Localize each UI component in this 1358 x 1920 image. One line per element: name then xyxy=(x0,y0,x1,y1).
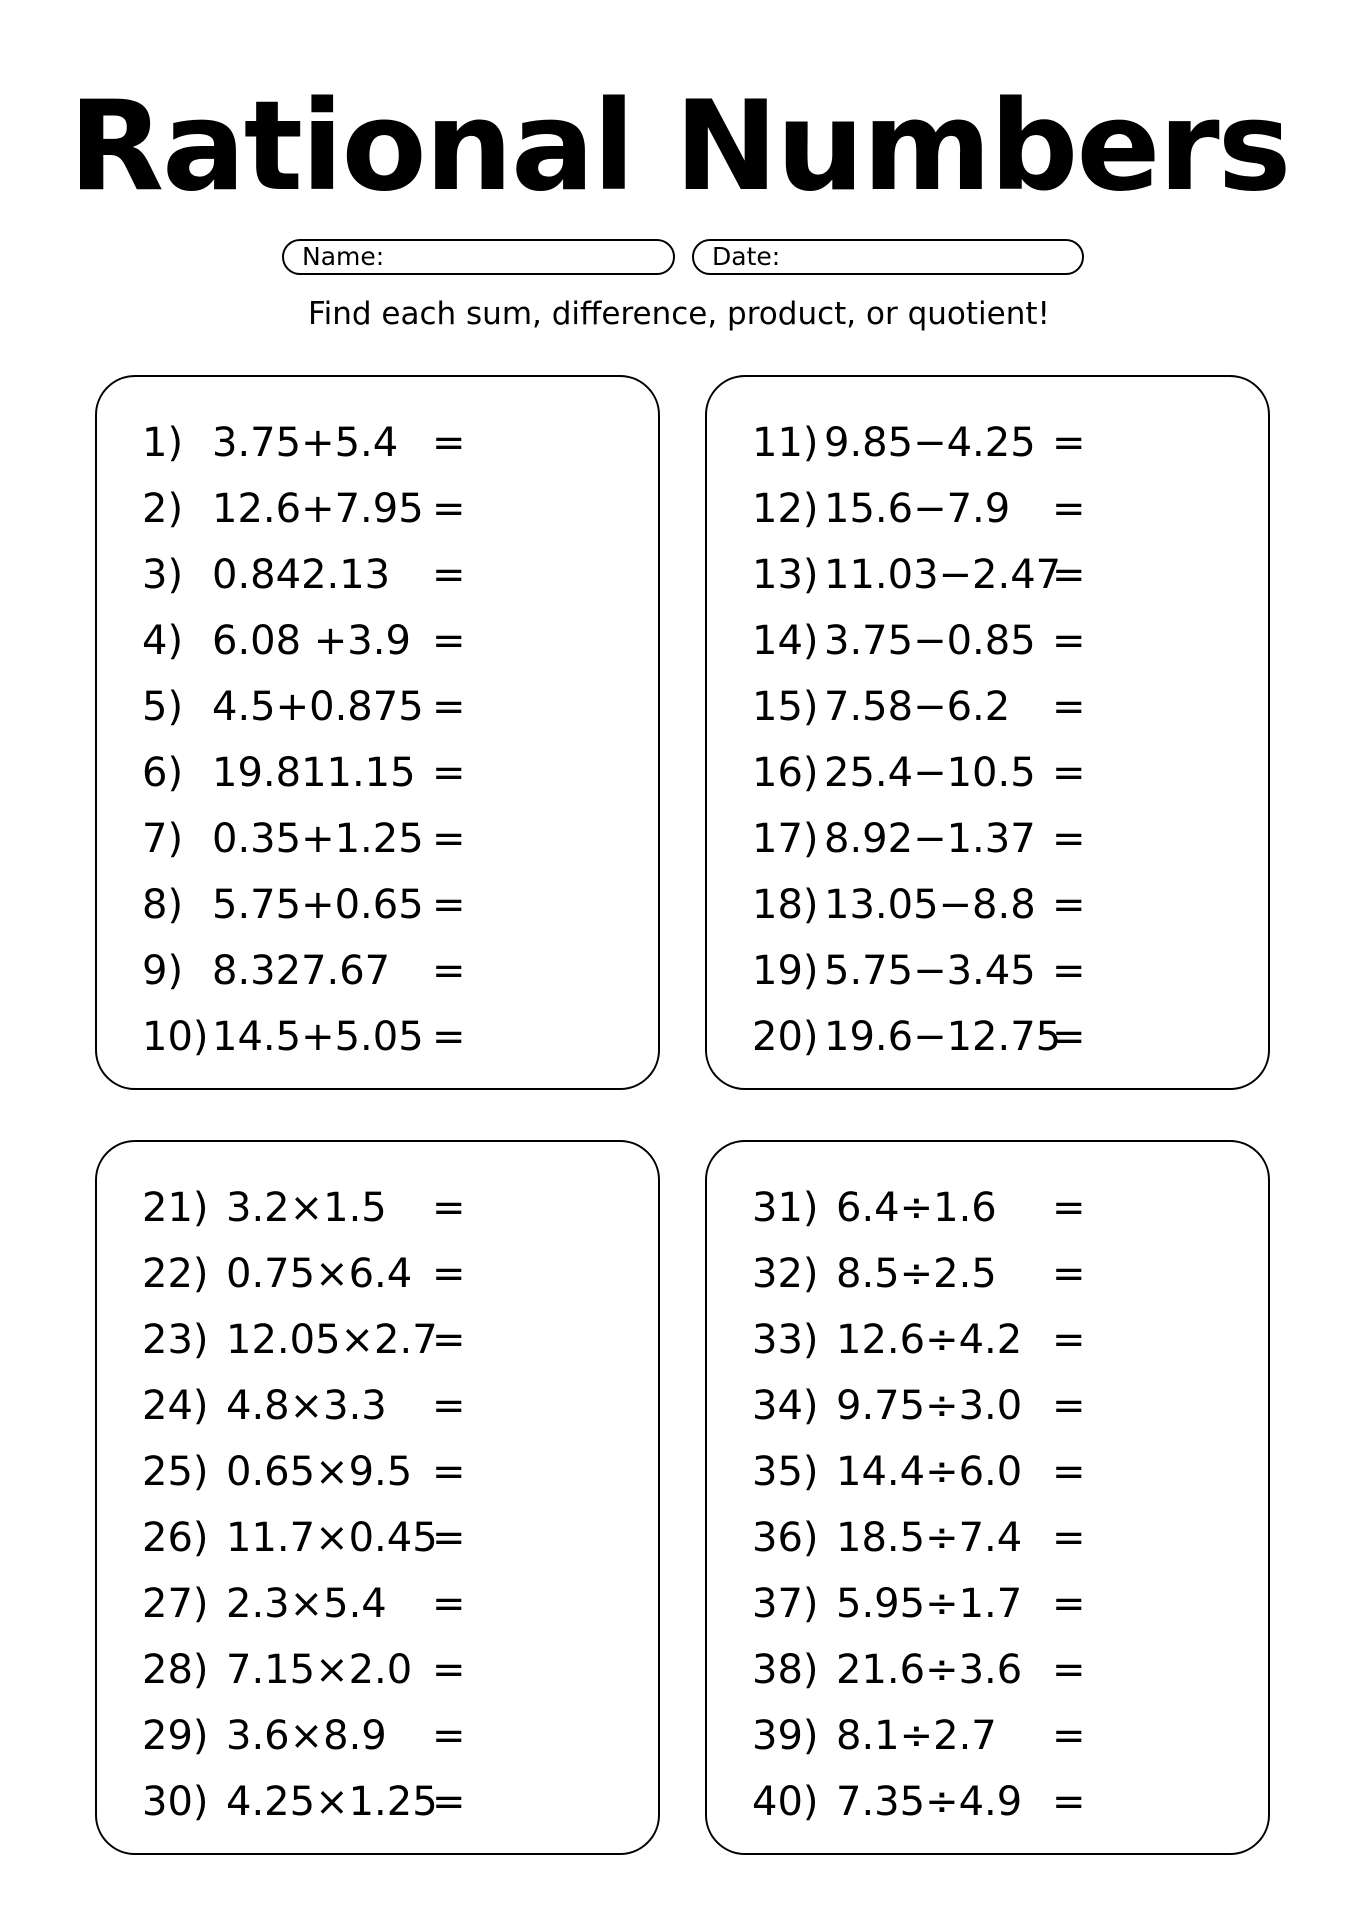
problem-item xyxy=(142,410,622,476)
problem-expression: 6.08 +3.9 xyxy=(212,618,411,664)
problem-number: 34) xyxy=(752,1383,819,1429)
problem-item xyxy=(142,1175,622,1241)
problem-item xyxy=(752,1505,1232,1571)
problem-expression: 0.842.13 xyxy=(212,552,391,598)
problem-number: 11) xyxy=(752,420,819,466)
equals-sign: = xyxy=(1052,882,1086,928)
problem-number: 32) xyxy=(752,1251,819,1297)
problem-expression: 11.03−2.47 xyxy=(824,552,1062,598)
problem-expression: 15.6−7.9 xyxy=(824,486,1011,532)
problem-number: 26) xyxy=(142,1515,209,1561)
problem-number: 33) xyxy=(752,1317,819,1363)
problem-expression: 25.4−10.5 xyxy=(824,750,1036,796)
equals-sign: = xyxy=(1052,750,1086,796)
problem-item xyxy=(142,1004,622,1070)
problem-item xyxy=(142,1505,622,1571)
equals-sign: = xyxy=(432,1449,466,1495)
problem-item xyxy=(142,674,622,740)
problem-expression: 8.5÷2.5 xyxy=(836,1251,997,1297)
problem-expression: 7.58−6.2 xyxy=(824,684,1011,730)
problem-expression: 11.7×0.45 xyxy=(226,1515,438,1561)
problem-item xyxy=(142,1373,622,1439)
problem-expression: 7.35÷4.9 xyxy=(836,1779,1023,1825)
problem-expression: 0.35+1.25 xyxy=(212,816,424,862)
problem-expression: 5.75+0.65 xyxy=(212,882,424,928)
problem-item xyxy=(752,674,1232,740)
problem-box-division xyxy=(705,1140,1270,1855)
equals-sign: = xyxy=(1052,816,1086,862)
equals-sign: = xyxy=(432,750,466,796)
problem-number: 40) xyxy=(752,1779,819,1825)
problem-item xyxy=(142,1571,622,1637)
problem-number: 14) xyxy=(752,618,819,664)
equals-sign: = xyxy=(1052,1515,1086,1561)
equals-sign: = xyxy=(1052,948,1086,994)
problem-item xyxy=(142,1307,622,1373)
problem-item xyxy=(142,1769,622,1835)
name-field[interactable] xyxy=(282,239,675,275)
problem-expression: 8.327.67 xyxy=(212,948,391,994)
problem-number: 19) xyxy=(752,948,819,994)
problem-number: 28) xyxy=(142,1647,209,1693)
problem-number: 30) xyxy=(142,1779,209,1825)
equals-sign: = xyxy=(432,1251,466,1297)
problem-number: 31) xyxy=(752,1185,819,1231)
problem-item xyxy=(752,806,1232,872)
problem-expression: 5.75−3.45 xyxy=(824,948,1036,994)
problem-expression: 13.05−8.8 xyxy=(824,882,1036,928)
problem-expression: 21.6÷3.6 xyxy=(836,1647,1023,1693)
problem-number: 1) xyxy=(142,420,184,466)
equals-sign: = xyxy=(1052,1713,1086,1759)
problem-number: 25) xyxy=(142,1449,209,1495)
equals-sign: = xyxy=(1052,1317,1086,1363)
problem-item xyxy=(752,476,1232,542)
problem-item xyxy=(752,938,1232,1004)
problem-list xyxy=(752,1175,1232,1835)
problem-item xyxy=(752,1373,1232,1439)
problem-number: 17) xyxy=(752,816,819,862)
equals-sign: = xyxy=(1052,1185,1086,1231)
problem-number: 10) xyxy=(142,1014,209,1060)
problem-expression: 0.75×6.4 xyxy=(226,1251,413,1297)
problem-item xyxy=(752,740,1232,806)
problem-expression: 19.6−12.75 xyxy=(824,1014,1062,1060)
equals-sign: = xyxy=(1052,1449,1086,1495)
problem-item xyxy=(142,1637,622,1703)
equals-sign: = xyxy=(432,486,466,532)
equals-sign: = xyxy=(432,1647,466,1693)
problem-box-addition xyxy=(95,375,660,1090)
problem-expression: 5.95÷1.7 xyxy=(836,1581,1023,1627)
problem-number: 24) xyxy=(142,1383,209,1429)
problem-item xyxy=(752,1175,1232,1241)
problem-item xyxy=(142,608,622,674)
problem-number: 6) xyxy=(142,750,184,796)
equals-sign: = xyxy=(1052,420,1086,466)
equals-sign: = xyxy=(432,684,466,730)
problem-expression: 3.75+5.4 xyxy=(212,420,399,466)
problem-item xyxy=(752,410,1232,476)
problem-item xyxy=(752,1637,1232,1703)
problem-expression: 14.5+5.05 xyxy=(212,1014,424,1060)
equals-sign: = xyxy=(432,552,466,598)
problem-expression: 18.5÷7.4 xyxy=(836,1515,1023,1561)
date-field[interactable] xyxy=(692,239,1084,275)
name-label: Name: xyxy=(302,242,385,271)
equals-sign: = xyxy=(1052,1383,1086,1429)
problem-expression: 4.25×1.25 xyxy=(226,1779,438,1825)
problem-expression: 7.15×2.0 xyxy=(226,1647,413,1693)
equals-sign: = xyxy=(432,1185,466,1231)
equals-sign: = xyxy=(432,882,466,928)
problem-expression: 8.92−1.37 xyxy=(824,816,1036,862)
problem-expression: 3.2×1.5 xyxy=(226,1185,387,1231)
problem-number: 13) xyxy=(752,552,819,598)
problem-item xyxy=(142,476,622,542)
problem-expression: 6.4÷1.6 xyxy=(836,1185,997,1231)
problem-number: 39) xyxy=(752,1713,819,1759)
problem-number: 16) xyxy=(752,750,819,796)
problem-number: 7) xyxy=(142,816,184,862)
problem-number: 5) xyxy=(142,684,184,730)
problem-number: 8) xyxy=(142,882,184,928)
problem-number: 9) xyxy=(142,948,184,994)
problem-number: 4) xyxy=(142,618,184,664)
problem-number: 38) xyxy=(752,1647,819,1693)
problem-number: 3) xyxy=(142,552,184,598)
problem-expression: 12.6÷4.2 xyxy=(836,1317,1023,1363)
problem-item xyxy=(142,872,622,938)
problem-number: 2) xyxy=(142,486,184,532)
equals-sign: = xyxy=(1052,486,1086,532)
equals-sign: = xyxy=(432,1515,466,1561)
problem-expression: 12.05×2.7 xyxy=(226,1317,438,1363)
equals-sign: = xyxy=(1052,1014,1086,1060)
problem-item xyxy=(142,938,622,1004)
problem-number: 35) xyxy=(752,1449,819,1495)
equals-sign: = xyxy=(1052,1251,1086,1297)
equals-sign: = xyxy=(432,1014,466,1060)
problem-list xyxy=(142,410,622,1070)
problem-expression: 2.3×5.4 xyxy=(226,1581,387,1627)
equals-sign: = xyxy=(432,1713,466,1759)
problem-number: 22) xyxy=(142,1251,209,1297)
problem-item xyxy=(142,1703,622,1769)
problem-item xyxy=(752,1769,1232,1835)
problem-number: 29) xyxy=(142,1713,209,1759)
problem-number: 21) xyxy=(142,1185,209,1231)
problem-number: 36) xyxy=(752,1515,819,1561)
problem-expression: 8.1÷2.7 xyxy=(836,1713,997,1759)
date-label: Date: xyxy=(712,242,781,271)
problem-number: 37) xyxy=(752,1581,819,1627)
problem-item xyxy=(752,1241,1232,1307)
problem-expression: 3.75−0.85 xyxy=(824,618,1036,664)
problem-item xyxy=(752,608,1232,674)
equals-sign: = xyxy=(432,1779,466,1825)
problem-number: 18) xyxy=(752,882,819,928)
equals-sign: = xyxy=(432,816,466,862)
equals-sign: = xyxy=(1052,684,1086,730)
problem-number: 23) xyxy=(142,1317,209,1363)
problem-expression: 14.4÷6.0 xyxy=(836,1449,1023,1495)
problem-item xyxy=(752,1004,1232,1070)
equals-sign: = xyxy=(1052,618,1086,664)
problem-item xyxy=(752,872,1232,938)
equals-sign: = xyxy=(432,1581,466,1627)
problem-item xyxy=(142,740,622,806)
equals-sign: = xyxy=(432,948,466,994)
problem-item xyxy=(142,806,622,872)
problem-item xyxy=(752,542,1232,608)
problem-box-multiplication xyxy=(95,1140,660,1855)
problem-number: 20) xyxy=(752,1014,819,1060)
equals-sign: = xyxy=(432,1317,466,1363)
problem-number: 15) xyxy=(752,684,819,730)
problem-expression: 9.75÷3.0 xyxy=(836,1383,1023,1429)
problem-item xyxy=(752,1571,1232,1637)
equals-sign: = xyxy=(1052,1647,1086,1693)
problem-item xyxy=(752,1439,1232,1505)
problem-item xyxy=(142,542,622,608)
problem-box-subtraction xyxy=(705,375,1270,1090)
equals-sign: = xyxy=(1052,552,1086,598)
problem-expression: 0.65×9.5 xyxy=(226,1449,413,1495)
equals-sign: = xyxy=(1052,1779,1086,1825)
problem-number: 12) xyxy=(752,486,819,532)
problem-item xyxy=(752,1307,1232,1373)
problem-list xyxy=(752,410,1232,1070)
problem-list xyxy=(142,1175,622,1835)
problem-item xyxy=(142,1439,622,1505)
problem-item xyxy=(752,1703,1232,1769)
equals-sign: = xyxy=(1052,1581,1086,1627)
problem-expression: 19.811.15 xyxy=(212,750,416,796)
page-title: Rational Numbers xyxy=(68,75,1290,219)
problem-expression: 4.5+0.875 xyxy=(212,684,424,730)
problem-expression: 9.85−4.25 xyxy=(824,420,1036,466)
problem-expression: 4.8×3.3 xyxy=(226,1383,387,1429)
problem-expression: 12.6+7.95 xyxy=(212,486,424,532)
equals-sign: = xyxy=(432,618,466,664)
equals-sign: = xyxy=(432,1383,466,1429)
problem-expression: 3.6×8.9 xyxy=(226,1713,387,1759)
problem-item xyxy=(142,1241,622,1307)
instructions: Find each sum, difference, product, or quotient! xyxy=(308,296,1050,332)
problem-number: 27) xyxy=(142,1581,209,1627)
equals-sign: = xyxy=(432,420,466,466)
